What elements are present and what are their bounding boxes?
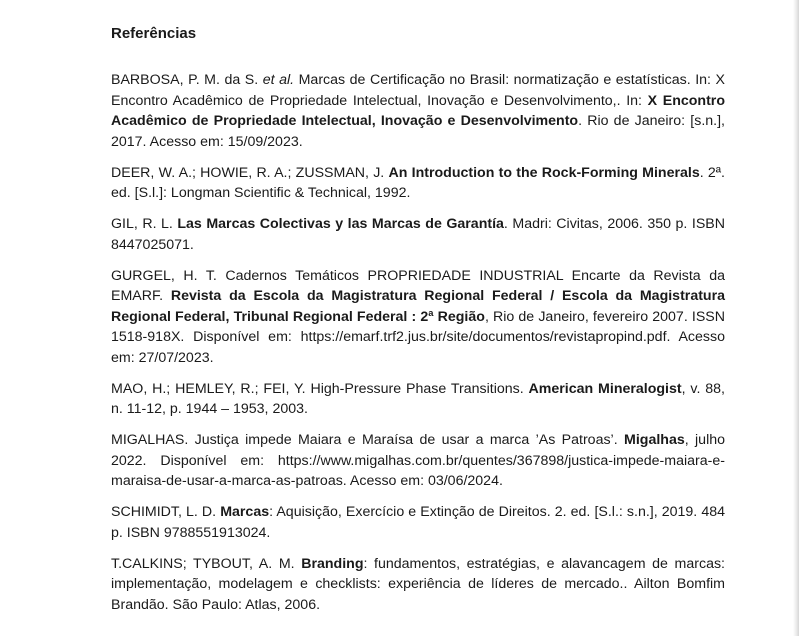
ref-text: . Madri: Civitas, 2006. 350 p. ISBN 8447025071.: [111, 216, 725, 253]
section-heading: Referências: [111, 25, 197, 42]
ref-text: MAO, H.; HEMLEY, R.; FEI, Y. High-Pressure Phase Transitions.: [111, 380, 529, 397]
reference-migalhas: [111, 430, 725, 492]
ref-text: MIGALHAS. Justiça impede Maiara e Maraísa de usar a marca ’As Patroas’.: [111, 432, 625, 448]
reference-gurgel: [111, 266, 725, 369]
references-page: [111, 24, 725, 626]
ref-text: , Rio de Janeiro, fevereiro 2007. ISSN 1518-918X. Disponível em: https://emarf.trf2.jus.br/site/documentos/revistapropind.pdf. Acesso em: 27/07/2023.: [111, 308, 725, 366]
ref-bold-title: Las Marcas Colectivas y las Marcas de Garantía: [177, 216, 504, 232]
ref-text: , julho 2022. Disponível em: https://www.migalhas.com.br/quentes/367898/justica-impede-maiara-e-maraisa-de-usar-a-marca-as-patroas. Acesso em: 03/06/2024.: [111, 432, 725, 489]
ref-text: BARBOSA, P. M. da S.: [111, 72, 263, 88]
ref-bold-title: X Encontro Acadêmico de Propriedade Intelectual, Inovação e Desenvolvimento: [111, 92, 725, 129]
reference-mao: [111, 379, 725, 420]
reference-tcalkins: [111, 554, 725, 616]
reference-deer: [111, 163, 725, 204]
ref-bold-title: An Introduction to the Rock-Forming Minerals: [388, 164, 700, 181]
ref-text: Marcas de Certificação no Brasil: normatização e estatísticas. In: X Encontro Acadêmico de Propriedade Intelectual, Inovação e Desenvolvimento,. In:: [111, 72, 725, 109]
ref-bold-title: Marcas: [220, 504, 270, 520]
ref-bold-title: Branding: [301, 555, 364, 572]
ref-text: . 2ª. ed. [S.l.]: Longman Scientific & Technical, 1992.: [111, 164, 725, 201]
reference-barbosa: [111, 70, 725, 152]
page-edge-shadow: [793, 0, 799, 636]
ref-text: DEER, W. A.; HOWIE, R. A.; ZUSSMAN, J.: [111, 164, 389, 181]
ref-italic: et al.: [262, 72, 295, 88]
ref-bold-title: Migalhas: [624, 432, 685, 448]
ref-text: . Rio de Janeiro: [s.n.], 2017. Acesso em: 15/09/2023.: [111, 113, 725, 150]
ref-text: GURGEL, H. T. Cadernos Temáticos PROPRIEDADE INDUSTRIAL Encarte da Revista da EMARF.: [111, 267, 725, 304]
ref-bold-title: Revista da Escola da Magistratura Regional Federal / Escola da Magistratura Regional Federal, Tribunal Regional Federal : 2ª Região: [111, 288, 726, 325]
reference-schimidt: [111, 502, 725, 543]
ref-text: : fundamentos, estratégias, e alavancagem de marcas: implementação, modelagem e checklists: experiência de líderes de mercado.. Ailton Bomfim Brandão. São Paulo: Atlas, 2006.: [111, 555, 725, 613]
ref-text: , v. 88, n. 11-12, p. 1944 – 1953, 2003.: [111, 380, 725, 417]
ref-bold-title: American Mineralogist: [528, 380, 682, 397]
ref-text: : Aquisição, Exercício e Extinção de Direitos. 2. ed. [S.l.: s.n.], 2019. 484 p. ISBN 9788551913024.: [111, 504, 726, 541]
ref-text: T.CALKINS; TYBOUT, A. M.: [111, 555, 302, 572]
reference-gil: [111, 214, 725, 255]
ref-text: SCHIMIDT, L. D.: [111, 504, 221, 520]
ref-text: GIL, R. L.: [111, 216, 178, 232]
